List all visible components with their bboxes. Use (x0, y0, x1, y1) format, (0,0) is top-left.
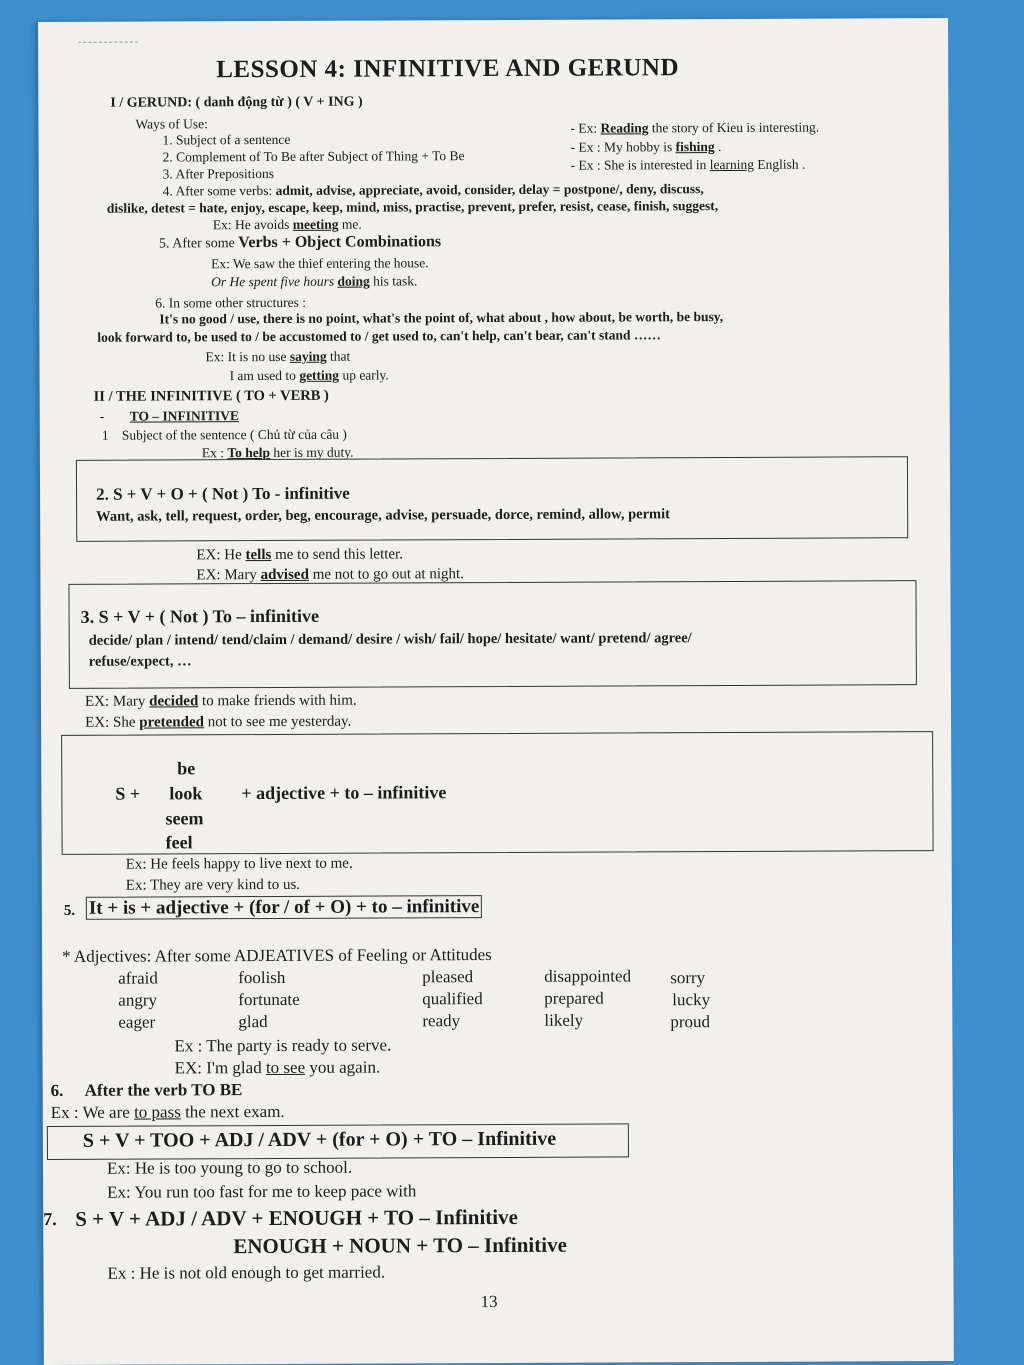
gerund-use-4: 4. After some verbs: admit, advise, appreciate, avoid, consider, delay = postpone/, deny, discuss, (162, 181, 704, 199)
rule-4-verb-be: be (177, 758, 196, 779)
gerund-use-2: 2. Complement of To Be after Subject of Thing + To Be (162, 148, 465, 165)
adjective-word: lucky (672, 990, 711, 1010)
rule-6-number: 6. (50, 1080, 64, 1100)
infinitive-heading: II / THE INFINITIVE ( TO + VERB ) (93, 387, 329, 405)
rule-3-verbs-2: refuse/expect, … (88, 653, 192, 670)
enough-formula-2: ENOUGH + NOUN + TO – Infinitive (233, 1232, 567, 1259)
rule-3-formula: 3. S + V + ( Not ) To – infinitive (80, 605, 320, 627)
adjective-word: foolish (238, 967, 286, 988)
ways-of-use: Ways of Use: (135, 116, 208, 132)
rule-3-example-a: EX: Mary decided to make friends with him. (84, 692, 357, 710)
adjective-word: glad (238, 1012, 268, 1032)
page-number: 13 (480, 1292, 498, 1312)
adjective-word: angry (118, 990, 158, 1010)
gerund-example-5a: Ex: We saw the thief entering the house. (211, 255, 429, 272)
adjective-word: sorry (670, 968, 706, 988)
adjectives-heading: * Adjectives: After some ADJEATIVES of Feeling or Attitudes (62, 945, 492, 966)
rule-5-number: 5. (63, 902, 76, 919)
rule-4-subject: S + (115, 783, 141, 804)
header-mark (78, 42, 138, 43)
rule-3-example-b: EX: She pretended not to see me yesterday. (85, 713, 352, 731)
gerund-example-1: - Ex: Reading the story of Kieu is interesting. (570, 119, 820, 136)
rule-4-verb-feel: feel (165, 832, 193, 853)
adjective-word: prepared (544, 988, 604, 1008)
gerund-example-5b: Or He spent five hours doing his task. (211, 273, 418, 290)
rule-5-formula: It + is + adjective + (for / of + O) + to – infinitive (86, 898, 483, 918)
gerund-example-3: - Ex : She is interested in learning English . (570, 156, 806, 173)
adjective-word: pleased (422, 967, 474, 987)
rule-3-verbs-1: decide/ plan / intend/ tend/claim / demand/ desire / wish/ fail/ hope/ hesitate/ want/ pretend/ agree/ (88, 630, 692, 649)
too-example-2: Ex: You run too fast for me to keep pace with (107, 1181, 417, 1202)
rule-4-example-b: Ex: They are very kind to us. (125, 876, 301, 894)
gerund-structures-1: It's no good / use, there is no point, what's the point of, what about , how about, be worth, be busy, (159, 309, 724, 327)
rule-4-formula-rest: + adjective + to – infinitive (241, 782, 447, 804)
enough-example: Ex : He is not old enough to get married. (107, 1262, 386, 1283)
adjective-word: proud (670, 1012, 711, 1032)
rule-2-verbs: Want, ask, tell, request, order, beg, encourage, advise, persuade, dorce, remind, allow, permit (96, 506, 671, 525)
rule-2-formula: 2. S + V + O + ( Not ) To - infinitive (96, 483, 350, 504)
gerund-example-6a: Ex: It is no use saying that (205, 348, 351, 365)
gerund-use-3: 3. After Prepositions (162, 165, 275, 182)
adjectives-example-2: EX: I'm glad to see you again. (174, 1057, 381, 1078)
adjectives-example-1: Ex : The party is ready to serve. (174, 1035, 392, 1056)
gerund-use-5: 5. After some Verbs + Object Combinations (158, 233, 442, 252)
rule-2-example-a: EX: He tells me to send this letter. (196, 546, 404, 564)
rule-4-verb-look: look (169, 783, 203, 804)
adjective-word: eager (118, 1012, 156, 1032)
adjective-word: qualified (422, 989, 483, 1009)
gerund-example-4: Ex: He avoids meeting me. (212, 216, 362, 233)
rule-4-example-a: Ex: He feels happy to live next to me. (125, 855, 353, 873)
gerund-structures-2: look forward to, be used to / be accustomed to / get used to, can't help, can't bear, can't stand …… (97, 327, 661, 345)
adjective-word: ready (422, 1011, 461, 1031)
worksheet-page (38, 18, 954, 1365)
page-title: LESSON 4: INFINITIVE AND GERUND (216, 54, 680, 84)
too-example-1: Ex: He is too young to go to school. (106, 1157, 353, 1178)
gerund-use-4-verbs: dislike, detest = hate, enjoy, escape, keep, mind, miss, practise, prevent, prefer, resist, cease, finish, suggest, (106, 198, 719, 216)
rule-6-title: After the verb TO BE (84, 1080, 243, 1100)
rule-7-number: 7. (43, 1208, 57, 1229)
enough-formula-1: S + V + ADJ / ADV + ENOUGH + TO – Infinitive (75, 1204, 518, 1231)
infinitive-example-1: Ex : To help her is my duty. (201, 444, 354, 461)
to-infinitive-heading: TO – INFINITIVE (129, 408, 240, 424)
rule-2-example-b: EX: Mary advised me not to go out at night. (196, 566, 464, 584)
gerund-example-2: - Ex : My hobby is fishing . (570, 139, 722, 155)
gerund-use-6: 6. In some other structures : (155, 294, 306, 311)
adjective-word: fortunate (238, 989, 300, 1010)
gerund-heading: I / GERUND: ( danh động từ ) ( V + ING ) (110, 94, 363, 111)
infinitive-use-1-number: 1 (101, 427, 109, 443)
adjective-word: disappointed (544, 966, 632, 986)
gerund-use-1: 1. Subject of a sentence (162, 131, 291, 148)
gerund-example-6b: I am used to getting up early. (229, 367, 389, 384)
adjective-word: likely (544, 1010, 584, 1030)
rule-4-verb-seem: seem (165, 808, 204, 829)
infinitive-sub-dash: - (99, 408, 105, 424)
adjective-word: afraid (118, 968, 158, 988)
too-formula: S + V + TOO + ADJ / ADV + (for + O) + TO – Infinitive (82, 1127, 557, 1152)
rule-6-example: Ex : We are to pass the next exam. (50, 1101, 285, 1122)
infinitive-use-1: Subject of the sentence ( Chủ từ của câu ) (121, 426, 347, 443)
